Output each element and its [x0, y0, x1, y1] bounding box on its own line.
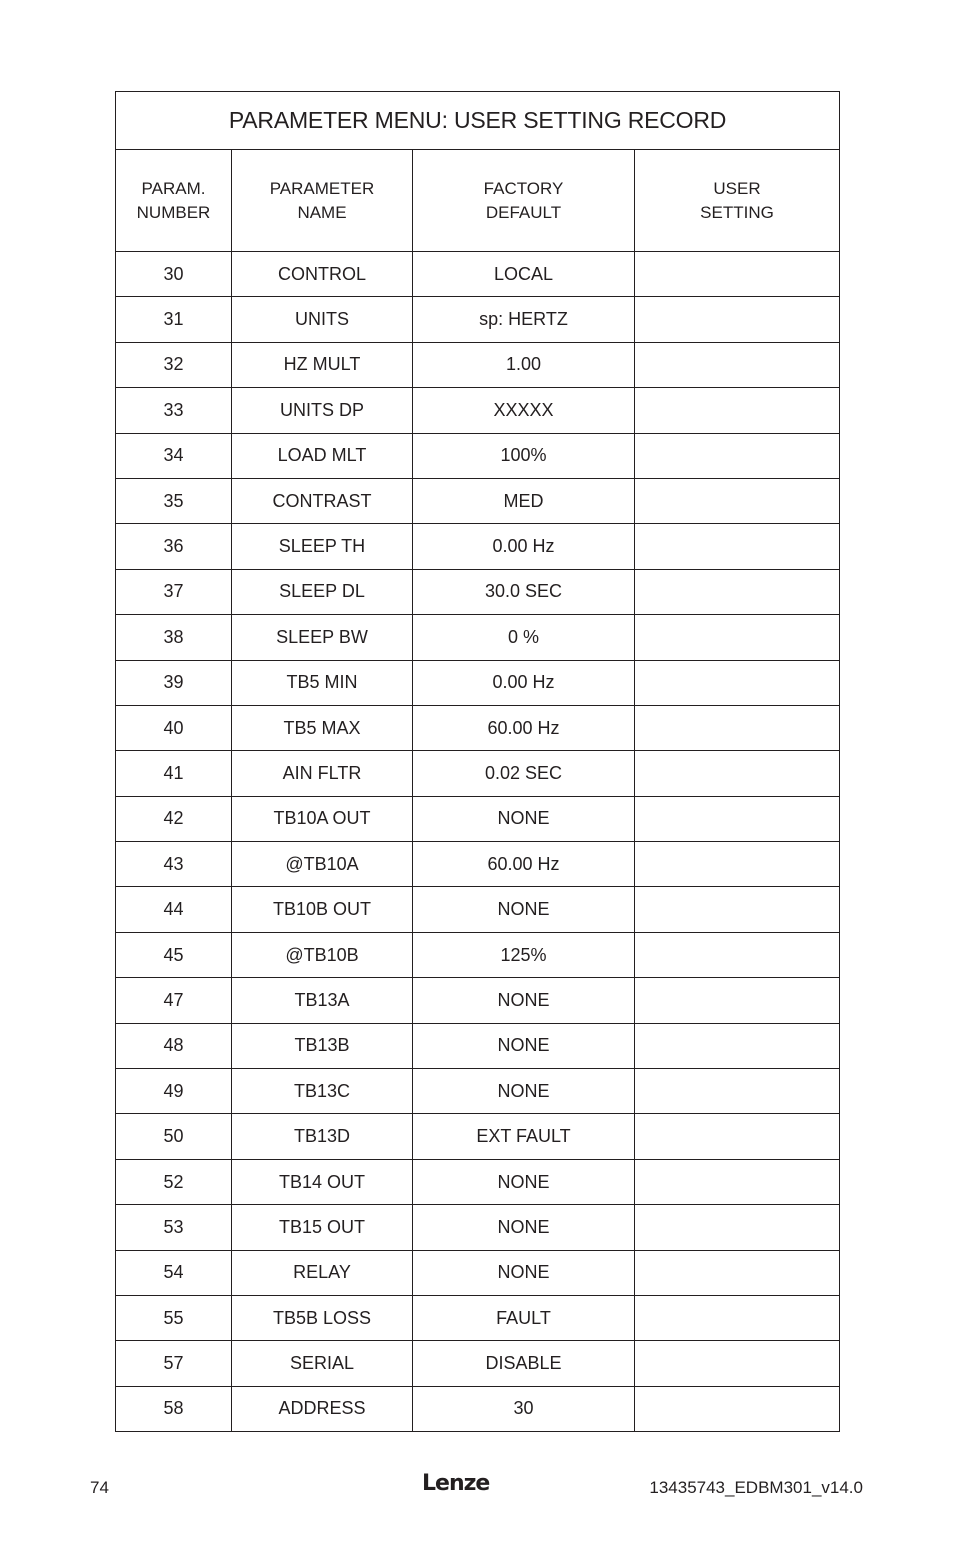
- param-number-cell: 33: [116, 388, 232, 433]
- header-param-name: [232, 150, 413, 252]
- param-name-cell: TB14 OUT: [232, 1159, 413, 1204]
- param-name-cell: TB15 OUT: [232, 1205, 413, 1250]
- table-row: [116, 569, 840, 614]
- user-setting-cell: [635, 932, 840, 977]
- param-number-cell: 38: [116, 615, 232, 660]
- table-row: [116, 660, 840, 705]
- table-row: [116, 705, 840, 750]
- param-name-cell: TB13B: [232, 1023, 413, 1068]
- user-setting-cell: [635, 433, 840, 478]
- header-text: PARAMETER: [269, 178, 375, 198]
- factory-default-cell: 60.00 Hz: [413, 705, 635, 750]
- param-name-cell: TB5 MIN: [232, 660, 413, 705]
- param-number-cell: 54: [116, 1250, 232, 1295]
- param-name-cell: @TB10B: [232, 932, 413, 977]
- table-row: [116, 932, 840, 977]
- factory-default-cell: 60.00 Hz: [413, 842, 635, 887]
- document-id: 13435743_EDBM301_v14.0: [649, 1478, 863, 1497]
- factory-default-cell: XXXXX: [413, 388, 635, 433]
- user-setting-cell: [635, 1386, 840, 1431]
- param-name-cell: TB5 MAX: [232, 705, 413, 750]
- factory-default-cell: NONE: [413, 1250, 635, 1295]
- user-setting-cell: [635, 478, 840, 523]
- user-setting-cell: [635, 388, 840, 433]
- table-row: [116, 342, 840, 387]
- factory-default-cell: MED: [413, 478, 635, 523]
- param-name-cell: SLEEP DL: [232, 569, 413, 614]
- param-name-cell: CONTROL: [232, 252, 413, 297]
- factory-default-cell: 100%: [413, 433, 635, 478]
- table-row: [116, 478, 840, 523]
- table-row: [116, 1205, 840, 1250]
- param-name-cell: TB13A: [232, 978, 413, 1023]
- user-setting-cell: [635, 705, 840, 750]
- header-text: FACTORY: [483, 178, 564, 198]
- table-row: [116, 1386, 840, 1431]
- factory-default-cell: NONE: [413, 978, 635, 1023]
- param-name-cell: SLEEP BW: [232, 615, 413, 660]
- user-setting-cell: [635, 1114, 840, 1159]
- param-number-cell: 35: [116, 478, 232, 523]
- table-row: [116, 842, 840, 887]
- parameter-table: [115, 91, 840, 1432]
- param-name-cell: LOAD MLT: [232, 433, 413, 478]
- header-text: USER: [713, 178, 761, 198]
- page-number: 74: [90, 1478, 109, 1497]
- param-name-cell: TB13D: [232, 1114, 413, 1159]
- param-number-cell: 53: [116, 1205, 232, 1250]
- param-name-cell: ADDRESS: [232, 1386, 413, 1431]
- user-setting-cell: [635, 1159, 840, 1204]
- param-number-cell: 55: [116, 1295, 232, 1340]
- param-name-cell: RELAY: [232, 1250, 413, 1295]
- factory-default-cell: FAULT: [413, 1295, 635, 1340]
- table-row: [116, 1250, 840, 1295]
- param-number-cell: 57: [116, 1341, 232, 1386]
- header-factory-default: [413, 150, 635, 252]
- table-row: [116, 1341, 840, 1386]
- param-number-cell: 50: [116, 1114, 232, 1159]
- user-setting-cell: [635, 751, 840, 796]
- user-setting-cell: [635, 660, 840, 705]
- param-number-cell: 52: [116, 1159, 232, 1204]
- factory-default-cell: sp: HERTZ: [413, 297, 635, 342]
- table-row: [116, 751, 840, 796]
- table-row: [116, 615, 840, 660]
- factory-default-cell: DISABLE: [413, 1341, 635, 1386]
- param-number-cell: 48: [116, 1023, 232, 1068]
- user-setting-cell: [635, 887, 840, 932]
- param-name-cell: UNITS: [232, 297, 413, 342]
- header-text: NAME: [297, 202, 347, 222]
- param-name-cell: UNITS DP: [232, 388, 413, 433]
- table-row: [116, 1159, 840, 1204]
- param-name-cell: TB10B OUT: [232, 887, 413, 932]
- table-row: [116, 978, 840, 1023]
- header-text: DEFAULT: [485, 202, 562, 222]
- table-row: [116, 1023, 840, 1068]
- user-setting-cell: [635, 252, 840, 297]
- param-number-cell: 36: [116, 524, 232, 569]
- user-setting-cell: [635, 1341, 840, 1386]
- header-text: PARAM.: [141, 178, 206, 198]
- factory-default-cell: 0 %: [413, 615, 635, 660]
- table-row: [116, 433, 840, 478]
- param-name-cell: HZ MULT: [232, 342, 413, 387]
- param-number-cell: 42: [116, 796, 232, 841]
- factory-default-cell: NONE: [413, 1159, 635, 1204]
- factory-default-cell: 30.0 SEC: [413, 569, 635, 614]
- user-setting-cell: [635, 569, 840, 614]
- factory-default-cell: 0.00 Hz: [413, 660, 635, 705]
- param-number-cell: 37: [116, 569, 232, 614]
- user-setting-cell: [635, 1295, 840, 1340]
- param-number-cell: 58: [116, 1386, 232, 1431]
- table-row: [116, 388, 840, 433]
- header-text: SETTING: [700, 202, 774, 222]
- param-name-cell: TB13C: [232, 1069, 413, 1114]
- header-user-setting: [635, 150, 840, 252]
- param-number-cell: 40: [116, 705, 232, 750]
- parameter-table-container: [115, 91, 839, 1432]
- param-number-cell: 47: [116, 978, 232, 1023]
- user-setting-cell: [635, 297, 840, 342]
- table-body: [116, 252, 840, 1432]
- factory-default-cell: 125%: [413, 932, 635, 977]
- header-param-number: [116, 150, 232, 252]
- param-number-cell: 44: [116, 887, 232, 932]
- factory-default-cell: 1.00: [413, 342, 635, 387]
- factory-default-cell: LOCAL: [413, 252, 635, 297]
- user-setting-cell: [635, 842, 840, 887]
- param-number-cell: 30: [116, 252, 232, 297]
- param-number-cell: 49: [116, 1069, 232, 1114]
- table-row: [116, 297, 840, 342]
- param-name-cell: TB10A OUT: [232, 796, 413, 841]
- table-row: [116, 252, 840, 297]
- factory-default-cell: NONE: [413, 796, 635, 841]
- factory-default-cell: NONE: [413, 1205, 635, 1250]
- table-row: [116, 524, 840, 569]
- param-name-cell: SERIAL: [232, 1341, 413, 1386]
- table-row: [116, 796, 840, 841]
- user-setting-cell: [635, 615, 840, 660]
- param-number-cell: 32: [116, 342, 232, 387]
- param-number-cell: 31: [116, 297, 232, 342]
- param-number-cell: 41: [116, 751, 232, 796]
- factory-default-cell: NONE: [413, 887, 635, 932]
- param-name-cell: SLEEP TH: [232, 524, 413, 569]
- param-number-cell: 34: [116, 433, 232, 478]
- table-row: [116, 1295, 840, 1340]
- param-number-cell: 43: [116, 842, 232, 887]
- user-setting-cell: [635, 796, 840, 841]
- factory-default-cell: NONE: [413, 1023, 635, 1068]
- table-header-row: [116, 150, 840, 252]
- factory-default-cell: EXT FAULT: [413, 1114, 635, 1159]
- table-row: [116, 1069, 840, 1114]
- factory-default-cell: 0.02 SEC: [413, 751, 635, 796]
- param-name-cell: TB5B LOSS: [232, 1295, 413, 1340]
- user-setting-cell: [635, 1250, 840, 1295]
- param-number-cell: 39: [116, 660, 232, 705]
- table-row: [116, 887, 840, 932]
- table-row: [116, 1114, 840, 1159]
- header-text: NUMBER: [136, 202, 211, 222]
- lenze-logo: Lenze: [422, 1471, 490, 1496]
- user-setting-cell: [635, 1205, 840, 1250]
- user-setting-cell: [635, 524, 840, 569]
- param-number-cell: 45: [116, 932, 232, 977]
- user-setting-cell: [635, 1069, 840, 1114]
- factory-default-cell: 30: [413, 1386, 635, 1431]
- param-name-cell: AIN FLTR: [232, 751, 413, 796]
- param-name-cell: @TB10A: [232, 842, 413, 887]
- user-setting-cell: [635, 978, 840, 1023]
- param-name-cell: CONTRAST: [232, 478, 413, 523]
- factory-default-cell: 0.00 Hz: [413, 524, 635, 569]
- table-title: PARAMETER MENU: USER SETTING RECORD: [116, 92, 840, 150]
- factory-default-cell: NONE: [413, 1069, 635, 1114]
- user-setting-cell: [635, 1023, 840, 1068]
- user-setting-cell: [635, 342, 840, 387]
